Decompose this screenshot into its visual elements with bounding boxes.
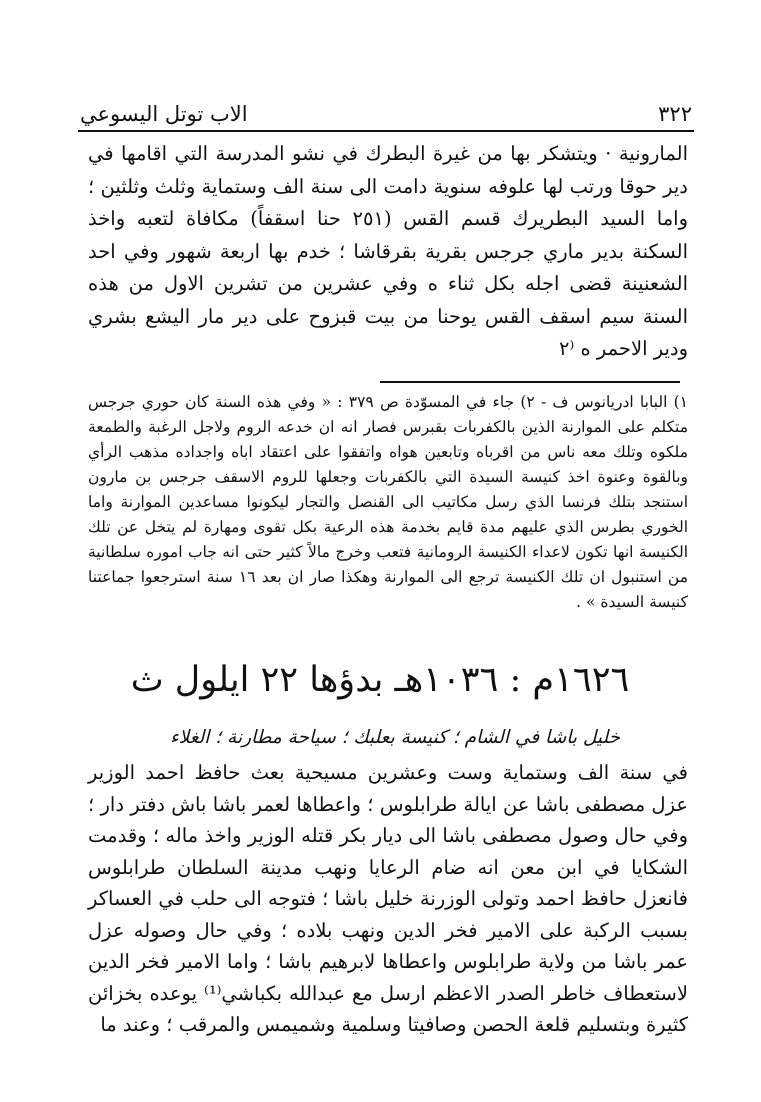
main-text-block (88, 138, 688, 366)
header-rule (78, 130, 694, 132)
second-text-block (88, 757, 688, 1041)
section-year-heading: ١٦٢٦م : ١٠٣٦هـ بدؤها ٢٢ ايلول ث (130, 660, 630, 700)
footnote-rule (380, 381, 680, 383)
body-paragraph: المارونية · ويتشكر بها من غيرة البطرك في نشو المدرسة التي اقامها في دير حوقا ورتب لها علوفه سنوية دامت الى سنة الف وستماية وثلث وثلثين ؛ واما السيد البطريرك قسم القس (٢٥١ حنا اسقفاً) مكافاة لتعبه واخذ السكنة بدير ماري جرجس بقرية بقرقاشا ؛ خدم بها اربعة شهور وفي احد الشعنينة قضى اجله بكل ثناء ه وفي عشرين من تشرين الاول من هذه السنة سيم اسقف القس يوحنا من بيت قبزوح على دير مار اليشع بشري ودير الاحمر ه ⁽٢ (88, 142, 688, 360)
footnote-text: ١) البابا ادريانوس ف - ٢) جاء في المسوّدة ص ٣٧٩ : « وفي هذه السنة كان حوري جرجس متكلم على الموارنة الذين بالكفربات بقبرس فصار انه ان خدعه الروم ولاجل الرغبة والطمعة ملكوه وتلك معه ناس من اقرباه وتابعين هواه واتفقوا على اعتقاد اباه واجداده مذهب الرأي وبالقوة وعنوة اخذ كنيسة السيدة التي بالكفربات وجعلها للروم الاسقف جرجس بن مارون استنجد بتلك فرنسا الذي رسل مكاتيب الى القنصل والتجار ليكونوا مساعدين الموارنة واما الخوري بطرس الذي عليهم مدة قايم بخدمة هذه الرعية بكل تقوى ومهارة لم يتخل عن تلك الكنيسة انها تكون لاعداء الكنيسة الرومانية فتعب وخرج مالاً كثير حتى انه جاب اموره سلطانية من استنبول ان تلك الكنيسة ترجع الى الموارنة وهكذا صار ان بعد ١٦ سنة استرجعوا جماعتنا كنيسة السيدة » . (88, 393, 688, 611)
body-paragraph-2: في سنة الف وستماية وست وعشرين مسيحية بعث حافظ احمد الوزير عزل مصطفى باشا عن ايالة طرابلوس ؛ واعطاها لعمر باشا باش دفتر دار ؛ وفي حال وصول مصطفى باشا الى ديار بكر قتله الوزير واخذ ماله ؛ وقدمت الشكايا في ابن معن انه ضام الرعايا ونهب مدينة السلطان طرابلوس فانعزل حافظ احمد وتولى الوزرنة خليل باشا ؛ فتوجه الى حلب في العساكر بسبب الركبة على الامير فخر الدين ونهب بلاده ؛ وفي حال وصوله عزل عمر باشا من ولاية طرابلوس واعطاها لابرهيم باشا ؛ واما الامير فخر الدين لاستعطاف خاطر الصدر الاعظم ارسل مع عبدالله بكباشي⁽¹⁾ يوعده بخزائن كثيرة وبتسليم قلعة الحصن وصافيتا وسلمية وشميمس والمرقب ؛ وعند ما (88, 761, 688, 1036)
page-number: ٣٢٢ (658, 102, 692, 126)
footnote-block (88, 390, 688, 615)
running-title: الاب توتل اليسوعي (80, 102, 248, 126)
section-subtitle: خليل باشا في الشام ؛ كنيسة بعلبك ؛ سياحة مطارنة ؛ الغلاء (169, 727, 621, 748)
page-header (80, 92, 692, 126)
